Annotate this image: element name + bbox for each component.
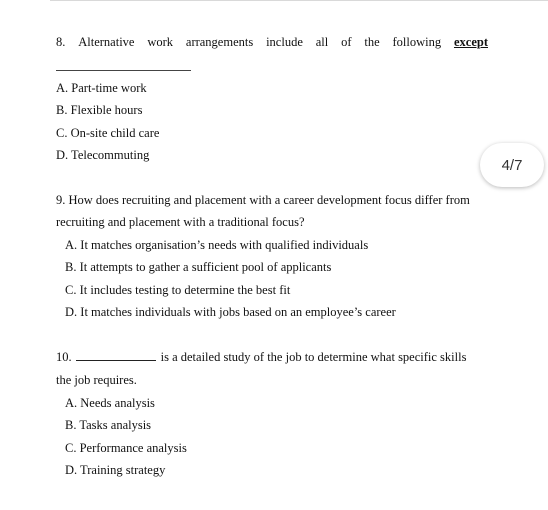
q8-except-emphasis: except [453, 35, 488, 49]
q8-word: include [266, 35, 303, 49]
question-8-stem [56, 34, 488, 50]
q8-option-b: B. Flexible hours [56, 103, 143, 117]
q8-word: 8. [56, 35, 66, 49]
question-10-stem-line2: the job requires. [56, 373, 137, 387]
q8-word: work [147, 35, 174, 49]
question-10-stem-line1 [56, 349, 466, 365]
q8-word: all [315, 35, 329, 49]
q8-option-c: C. On-site child care [56, 126, 160, 140]
q10-option-c: C. Performance analysis [65, 441, 187, 455]
q9-option-b: B. It attempts to gather a sufficient pool of applicants [65, 260, 332, 274]
q8-word: arrangements [185, 35, 254, 49]
top-divider [50, 0, 548, 1]
q10-answer-blank [76, 350, 156, 361]
q9-option-c: C. It includes testing to determine the best fit [65, 283, 291, 297]
q10-number: 10. [56, 350, 72, 364]
q8-word: Alternative [78, 35, 135, 49]
q10-stem-text: is a detailed study of the job to determine what specific skills [160, 350, 467, 364]
q8-word: of [341, 35, 352, 49]
q8-answer-blank [56, 70, 191, 71]
q8-option-d: D. Telecommuting [56, 148, 150, 162]
q10-option-d: D. Training strategy [65, 463, 166, 477]
page-indicator-badge: 4/7 [480, 143, 544, 187]
q10-option-b: B. Tasks analysis [65, 418, 152, 432]
question-9-stem-line1: 9. How does recruiting and placement with a career development focus differ from [56, 193, 470, 207]
q9-option-d: D. It matches individuals with jobs based on an employee’s career [65, 305, 396, 319]
q9-option-a: A. It matches organisation’s needs with qualified individuals [65, 238, 369, 252]
q8-word: the [364, 35, 380, 49]
q8-word: following [392, 35, 442, 49]
question-9-stem-line2: recruiting and placement with a traditional focus? [56, 215, 305, 229]
q8-option-a: A. Part-time work [56, 81, 147, 95]
q10-option-a: A. Needs analysis [65, 396, 155, 410]
